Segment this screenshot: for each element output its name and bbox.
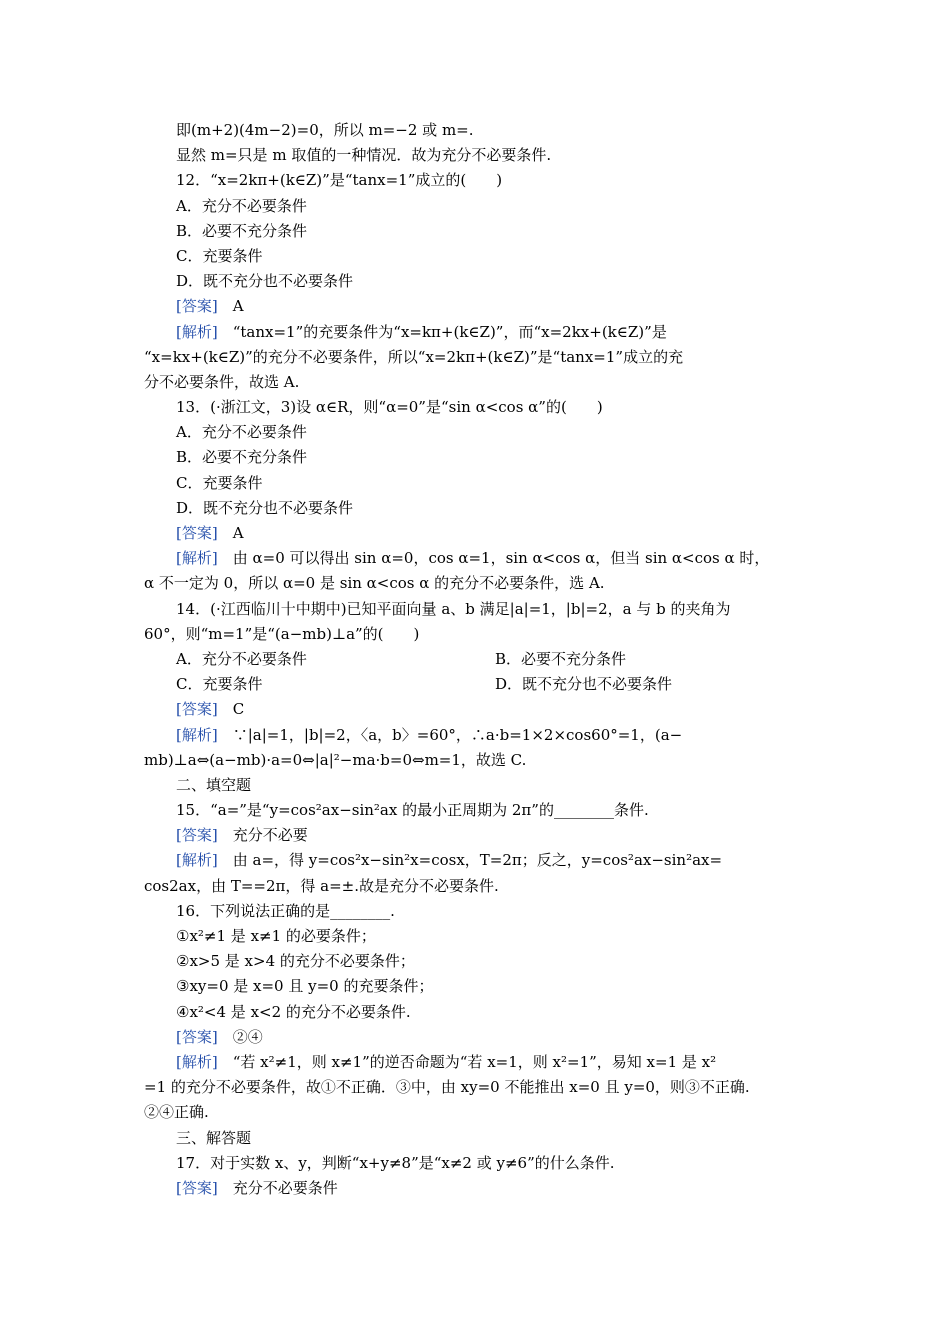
answer-value: 充分不必要	[232, 826, 308, 845]
question-14: 14．(·江西临川十中期中)已知平面向量 a、b 满足|a|=1，|b|=2，a 与 b 的夹角为	[176, 599, 731, 618]
option-b: B．必要不充分条件	[176, 448, 308, 467]
text-line: cos2ax，由 T==2π，得 a=±.故是充分不必要条件.	[144, 876, 499, 895]
analysis-line	[144, 848, 814, 873]
options-row	[144, 672, 814, 697]
text-line: 即(m+2)(4m−2)=0，所以 m=−2 或 m=.	[176, 121, 474, 139]
option-a: A．充分不必要条件	[176, 423, 307, 442]
section-heading-solve: 三、解答题	[176, 1128, 252, 1147]
option-d: D．既不充分也不必要条件	[176, 498, 354, 517]
statement-3: ③xy=0 是 x=0 且 y=0 的充要条件；	[176, 977, 434, 996]
text-line: mb)⊥a⇔(a−mb)·a=0⇔|a|²−ma·b=0⇔m=1，故选 C.	[144, 750, 527, 769]
analysis-line	[144, 320, 814, 345]
analysis-text: ∵|a|=1，|b|=2，〈a，b〉=60°，∴a·b=1×2×cos60°=1，(a−	[232, 725, 683, 744]
answer-label: [答案]	[176, 1027, 218, 1046]
analysis-label: [解析]	[176, 1052, 218, 1071]
analysis-label: [解析]	[176, 725, 218, 744]
analysis-line	[144, 546, 814, 571]
answer-line	[144, 1025, 814, 1050]
answer-label: [答案]	[176, 524, 218, 542]
question-12: 12．“x=2kπ+(k∈Z)”是“tanx=1”成立的( )	[176, 171, 503, 190]
option-d: D．既不充分也不必要条件	[176, 272, 354, 291]
option-b: B．必要不充分条件	[495, 649, 627, 668]
answer-value: 充分不必要条件	[232, 1178, 338, 1197]
answer-label: [答案]	[176, 1178, 218, 1197]
question-15: 15．“a=”是“y=cos²ax−sin²ax 的最小正周期为 2π”的________条件.	[176, 801, 649, 820]
analysis-label: [解析]	[176, 851, 218, 870]
text-line: 60°，则“m=1”是“(a−mb)⊥a”的( )	[144, 624, 420, 643]
answer-line	[144, 697, 814, 722]
statement-1: ①x²≠1 是 x≠1 的必要条件；	[176, 927, 376, 945]
text-line: ②④正确.	[144, 1103, 209, 1122]
analysis-label: [解析]	[176, 322, 218, 341]
text-line: =1 的充分不必要条件，故①不正确．③中，由 xy=0 不能推出 x=0 且 y=0，则③不正确.	[144, 1078, 750, 1097]
answer-value: ②④	[232, 1027, 263, 1046]
question-17: 17．对于实数 x、y，判断“x+y≠8”是“x≠2 或 y≠6”的什么条件.	[176, 1153, 615, 1172]
analysis-line	[144, 1050, 814, 1075]
answer-value: A	[232, 524, 244, 542]
statement-4: ④x²<4 是 x<2 的充分不必要条件.	[176, 1002, 411, 1021]
analysis-text: 由 a=，得 y=cos²x−sin²x=cosx，T=2π；反之，y=cos²ax−sin²ax=	[232, 851, 723, 870]
text-line: “x=kx+(k∈Z)”的充分不必要条件，所以“x=2kπ+(k∈Z)”是“tanx=1”成立的充	[144, 347, 684, 366]
answer-line	[144, 294, 814, 319]
statement-2: ②x>5 是 x>4 的充分不必要条件；	[176, 952, 415, 971]
text-line: 分不必要条件，故选 A.	[144, 372, 300, 391]
question-13: 13．(·浙江文，3)设 α∈R，则“α=0”是“sin α<cos α”的( )	[176, 398, 603, 417]
answer-label: [答案]	[176, 826, 218, 845]
option-d: D．既不充分也不必要条件	[495, 675, 673, 694]
option-a: A．充分不必要条件	[176, 196, 307, 215]
section-heading-fill-blank: 二、填空题	[176, 775, 252, 794]
analysis-label: [解析]	[176, 549, 218, 568]
answer-line	[144, 1176, 814, 1201]
answer-label: [答案]	[176, 700, 218, 719]
document-body	[144, 118, 814, 1201]
analysis-text: 由 α=0 可以得出 sin α=0，cos α=1，sin α<cos α，但当 sin α<cos α 时，	[232, 549, 770, 568]
analysis-text: “tanx=1”的充要条件为“x=kπ+(k∈Z)”，而“x=2kx+(k∈Z)”是	[232, 322, 667, 341]
answer-value: A	[232, 297, 244, 316]
answer-line	[144, 521, 814, 546]
options-row	[144, 647, 814, 672]
option-c: C．充要条件	[176, 675, 263, 694]
option-b: B．必要不充分条件	[176, 221, 308, 240]
answer-label: [答案]	[176, 297, 218, 316]
answer-line	[144, 823, 814, 848]
option-c: C．充要条件	[176, 473, 263, 492]
question-16: 16．下列说法正确的是________.	[176, 901, 395, 920]
text-line: 显然 m=只是 m 取值的一种情况．故为充分不必要条件.	[176, 146, 552, 165]
option-c: C．充要条件	[176, 246, 263, 265]
text-line: α 不一定为 0，所以 α=0 是 sin α<cos α 的充分不必要条件，选 A.	[144, 574, 605, 593]
answer-value: C	[232, 700, 245, 719]
analysis-text: “若 x²≠1，则 x≠1”的逆否命题为“若 x=1，则 x²=1”，易知 x=1 是 x²	[232, 1052, 717, 1071]
analysis-line	[144, 723, 814, 748]
option-a: A．充分不必要条件	[176, 649, 307, 668]
